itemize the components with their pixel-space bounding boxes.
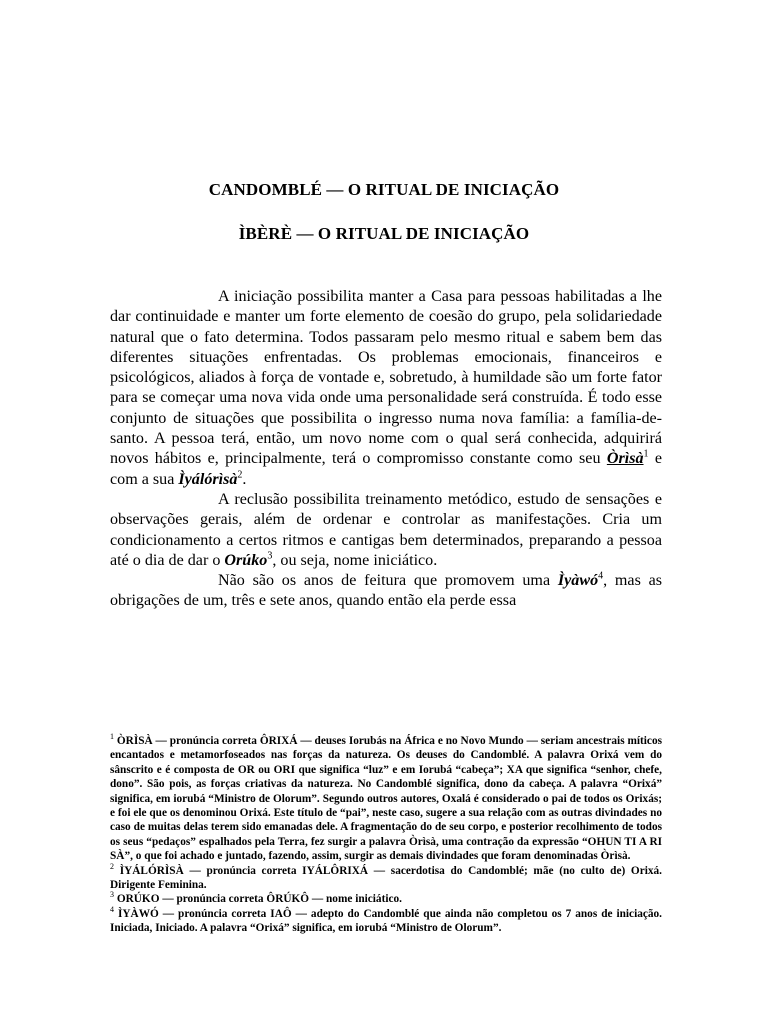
term-iyalorisa: Ìyálórìsà <box>178 470 238 488</box>
footnote-text: ÒRÌSÀ — pronúncia correta ÔRIXÁ — deuses Iorubás na África e no Novo Mundo — seriam ancestrais míticos encantados e metamorfoseados nas forças da natureza. Os deuses do Candomblé. A palavra Orixá vem do sânscrito e é composta de OR ou ORI que significa “luz” e em Iorubá “cabeça”; XA que significa “senhor, chefe, dono”. São pois, as forças criativas da natureza. No Candomblé significa, dono da cabeça. A palavra “Orixá” significa, em iorubá “Ministro de Olorum”. Segundo outros autores, Oxalá é considerado o pai de todos os Orixás; e foi ele que os denominou Orixá. Este título de “pai”, neste caso, sugere a sua relação com as outras divindades no caso de muitas delas terem sido emanadas dele. A fragmentação do de seu corpo, e posterior recolhimento de todos os seus “pedaços” espalhados pela Terra, fez surgir a palavra Òrìsà, uma contração da expressão “OHUN TI A RI SÀ”, o que foi achado e juntado, fazendo, assim, surgir as demais divindades que foram denominadas Òrìsà. <box>110 735 662 863</box>
paragraph-1 <box>110 287 662 490</box>
paragraph-3-text: Não são os anos de feitura que promovem uma <box>218 572 551 590</box>
body-text <box>110 287 662 612</box>
footnote-number: 4 <box>110 905 114 915</box>
term-oruko: Orúko <box>224 551 268 569</box>
document-subtitle: ÌBÈRÈ — O RITUAL DE INICIAÇÃO <box>238 224 530 243</box>
document-title: CANDOMBLÉ — O RITUAL DE INICIAÇÃO <box>208 180 560 199</box>
footnote-ref-4[interactable]: 4 <box>598 570 604 582</box>
paragraph-2-end: , ou seja, nome iniciático. <box>272 551 438 569</box>
footnote-ref-2[interactable]: 2 <box>237 469 243 481</box>
footnote-text: ORÚKO — pronúncia correta ÔRÚKÔ — nome iniciático. <box>116 893 402 906</box>
footnote-text: ÌYÀWÓ — pronúncia correta IAÔ — adepto do Candomblé que ainda não completou os 7 anos de iniciação. Iniciada, Iniciado. A palavra “Orixá” significa, em iorubá “Ministro de Olorum”. <box>110 907 662 935</box>
term-iyawo: Ìyàwó <box>557 572 599 590</box>
footnote-number: 1 <box>110 732 114 742</box>
term-orisa: Òrìsà <box>606 450 644 468</box>
footnote-4 <box>110 907 662 936</box>
footnote-number: 3 <box>110 890 114 900</box>
footnote-3 <box>110 892 662 906</box>
footnote-number: 2 <box>110 861 114 871</box>
footnote-text: ÌYÁLÓRÌSÀ — pronúncia correta IYÁLÔRIXÁ — sacerdotisa do Candomblé; mãe (no culto de) Orixá. Dirigente Feminina. <box>110 864 662 892</box>
paragraph-2 <box>110 490 662 571</box>
footnote-ref-1[interactable]: 1 <box>643 449 649 461</box>
paragraph-1-text: A iniciação possibilita manter a Casa para pessoas habilitadas a lhe dar continuidade e manter um forte elemento de coesão do grupo, pela solidariedade natural que o fato determina. Todos passaram pelo mesmo ritual e sabem bem das diferentes situações enfrentadas. Os problemas emocionais, financeiros e psicológicos, aliados à força de vontade e, sobretudo, à humildade são um forte fator para se começar uma nova vida onde uma personalidade será construída. É todo esse conjunto de situações que possibilita o ingresso numa nova família: a família-de-santo. A pessoa terá, então, um novo nome com o qual será conhecida, adquirirá novos hábitos e, principalmente, terá o compromisso constante como seu <box>110 288 662 468</box>
paragraph-1-end: . <box>242 470 247 488</box>
footnote-2 <box>110 861 662 893</box>
paragraph-2-text: A reclusão possibilita treinamento metódico, estudo de sensações e observações gerais, além de ordenar e controlar as manifestações. Cria um condicionamento a certos ritmos e cantigas bem determinados, preparando a pessoa até o dia de dar o <box>110 490 662 569</box>
paragraph-1-mid: e com a sua <box>110 450 663 488</box>
paragraph-3 <box>110 571 662 612</box>
footnote-1 <box>110 734 662 864</box>
footnote-ref-3[interactable]: 3 <box>267 550 273 562</box>
paragraph-3-end: , mas as obrigações de um, três e sete anos, quando então ela perde essa <box>110 572 663 610</box>
footnotes <box>110 734 662 936</box>
